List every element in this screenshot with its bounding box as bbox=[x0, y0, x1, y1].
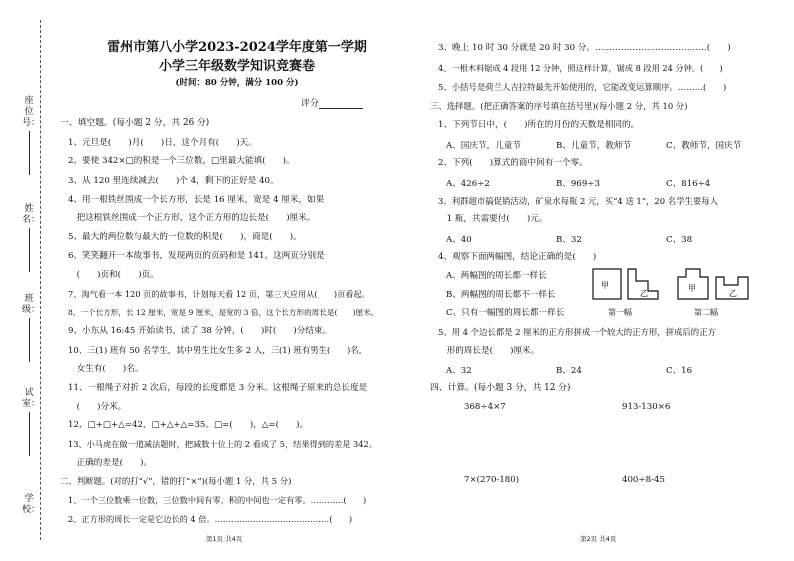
left-column bbox=[56, 0, 418, 561]
choice-option: B、两幅图的周长都不一样长 bbox=[446, 290, 556, 300]
question-line: 5、最大的两位数与最大的一位数的积是( )，商是( )。 bbox=[68, 232, 302, 242]
question-line: 4、一根木料锯成 4 段用 12 分钟，照这样计算，锯成 8 段用 24 分钟。( ) bbox=[438, 63, 723, 73]
exam-title: 雷州市第八小学2023-2024学年度第一学期 bbox=[107, 40, 367, 55]
score-blank[interactable] bbox=[319, 99, 363, 109]
question-line: 2、正方形的周长一定是它边长的 4 倍。……………………………………( ) bbox=[68, 514, 353, 524]
choice-option: B、儿童节，教师节 bbox=[556, 141, 632, 151]
class-field bbox=[22, 294, 41, 362]
page-footer: 第2页 共4页 bbox=[580, 535, 617, 543]
question-line: 4、用一根铁丝围成一个长方形，长是 16 厘米，宽是 4 厘米，如果 bbox=[68, 195, 325, 205]
choice-option: A、426÷2 bbox=[446, 179, 490, 189]
name-label: 姓名： bbox=[22, 204, 41, 225]
question-line: 10、三(1) 班有 50 名学生，其中男生比女生多 2 人，三(1) 班有男生( )名， bbox=[68, 345, 367, 355]
name-field bbox=[22, 204, 41, 272]
question-line: ( )分米。 bbox=[68, 402, 127, 412]
choice-option: B、24 bbox=[556, 366, 582, 376]
exam-time-note: (时间：80 分钟，满分 100 分) bbox=[175, 78, 299, 88]
figure2-caption: 第二幅 bbox=[694, 308, 718, 317]
question-line: 3、利群超市搞促销活动，矿泉水每瓶 2 元，买“4 送 1”，20 名学生要每人 bbox=[438, 196, 718, 206]
question-line: 形的周长是( )厘米。 bbox=[438, 346, 540, 356]
score-label: 评分 bbox=[301, 99, 320, 109]
figure1-yi-label: 乙 bbox=[640, 289, 648, 298]
choice-option: B、969÷3 bbox=[556, 179, 600, 189]
choice-option: C、38 bbox=[666, 235, 693, 245]
calc-problem: 368÷4×7 bbox=[464, 402, 506, 412]
question-line: 1 瓶，共需要付( )元。 bbox=[438, 214, 548, 224]
school-field bbox=[22, 494, 41, 516]
question-line: 4、观察下面两幅图，结论正确的是( ) bbox=[438, 252, 597, 262]
question-line: 女生有( )名。 bbox=[68, 364, 144, 374]
section-1-title: 一、填空题。(每小题 2 分，共 26 分) bbox=[60, 118, 210, 128]
calc-problem: 400÷8-45 bbox=[622, 475, 665, 485]
figure1-caption: 第一幅 bbox=[608, 308, 632, 317]
figure1-jia-label: 甲 bbox=[601, 281, 609, 290]
choice-options bbox=[446, 177, 710, 189]
question-line: 7、淘气看一本 120 页的故事书，计划每天看 12 页，第三天应用从( )页看起。 bbox=[68, 289, 370, 299]
choice-options bbox=[446, 139, 741, 151]
question-line: 2、下列( )算式的商中间有一个零。 bbox=[438, 158, 588, 168]
choice-option: C、教师节，国庆节 bbox=[666, 141, 742, 151]
choice-option: A、40 bbox=[446, 235, 472, 245]
figure2-yi-label: 乙 bbox=[729, 289, 737, 298]
question-line: 1、一个三位数乘一位数，三位数中间有零，积的中间也一定有零。…………( ) bbox=[68, 495, 367, 505]
page-footer: 第1页 共4页 bbox=[206, 535, 243, 543]
question-line: 1、元旦是( )月( )日，这个月有( )天。 bbox=[68, 138, 257, 148]
question-line: 5、用 4 个边长都是 2 厘米的正方形拼成一个较大的正方形，拼成后的正方 bbox=[438, 327, 716, 337]
question-line: 9、小东从 16:45 开始读书，读了 38 分钟，( )时( )分结束。 bbox=[68, 326, 332, 336]
question-line: 1、下列节日中，( )所在的月份的天数是相同的。 bbox=[438, 120, 640, 130]
question-line: 12、□+□+△=42，□+△+△=35。□=( )，△=( )。 bbox=[68, 420, 309, 430]
section-2-title: 二、判断题。(对的打“√”，错的打“×”)(每小题 1 分，共 5 分) bbox=[60, 476, 292, 486]
score-box bbox=[301, 96, 363, 109]
choice-option: B、32 bbox=[556, 235, 582, 245]
choice-option: C、只有一幅图的周长都一样长 bbox=[446, 308, 565, 318]
binding-margin bbox=[0, 0, 52, 561]
question-line: 5、小括号是荷兰人吉拉特最先开始使用的，它能改变运算顺序。………( ) bbox=[438, 82, 727, 92]
question-line: 8、一个长方形，长 12 厘米，宽是 9 厘米，是宽的 3 倍，这个长方形的周长是( )厘米。 bbox=[68, 308, 379, 317]
question-line: 6、笑笑翻开一本故事书，发现两页的页码和是 141。这两页分别是 bbox=[68, 251, 325, 261]
perimeter-figure-svg bbox=[592, 267, 772, 303]
choice-option: A、国庆节，儿童节 bbox=[446, 141, 521, 151]
question-line: 3、晚上 10 时 30 分就是 20 时 30 分。…………………………………( ) bbox=[438, 43, 731, 53]
choice-options bbox=[446, 233, 692, 245]
question-line: 11、一根绳子对折 2 次后，每段的长度都是 3 分米。这根绳子原来的总长度是 bbox=[68, 383, 368, 393]
choice-option: C、816÷4 bbox=[666, 179, 711, 189]
choice-option: A、32 bbox=[446, 366, 472, 376]
choice-option: C、16 bbox=[666, 366, 693, 376]
seat-field bbox=[22, 96, 41, 175]
right-column bbox=[424, 0, 784, 561]
class-label: 班级： bbox=[22, 294, 41, 315]
question-line: ( )页和( )页。 bbox=[68, 270, 159, 280]
section-4-title: 四、计算。(每小题 3 分，共 12 分) bbox=[430, 383, 571, 393]
perimeter-figures bbox=[592, 267, 772, 317]
choice-options bbox=[446, 364, 692, 376]
question-line: 3、从 120 里连续减去( )个 4，剩下的正好是 40。 bbox=[68, 176, 279, 186]
calc-problem: 913-130×6 bbox=[622, 402, 671, 412]
choice-option: A、两幅图的周长都一样长 bbox=[446, 271, 547, 281]
question-line: 正确的差是( )。 bbox=[68, 458, 153, 468]
seat-label: 座位号： bbox=[22, 96, 41, 128]
exam-room-label: 试室： bbox=[22, 388, 41, 409]
question-line: 2、要使 342×□的积是一个三位数，□里最大能填( )。 bbox=[68, 156, 295, 166]
question-line: 13、小马虎在做一道减法题时，把减数十位上的 2 看成了 5，结果得到的差是 342。 bbox=[68, 439, 377, 449]
school-label: 学校： bbox=[22, 494, 41, 515]
calc-problem: 7×(270-180) bbox=[464, 475, 520, 485]
question-line: 把这根铁丝围成一个正方形，这个正方形的边长是( )厘米。 bbox=[68, 213, 316, 223]
figure2-jia-label: 甲 bbox=[688, 284, 696, 293]
section-3-title: 三、选择题。(把正确答案的序号填在括号里)(每小题 2 分，共 10 分) bbox=[430, 101, 688, 111]
exam-room-field bbox=[22, 388, 41, 456]
cut-line bbox=[40, 20, 41, 540]
exam-subtitle: 小学三年级数学知识竞赛卷 bbox=[158, 59, 315, 74]
